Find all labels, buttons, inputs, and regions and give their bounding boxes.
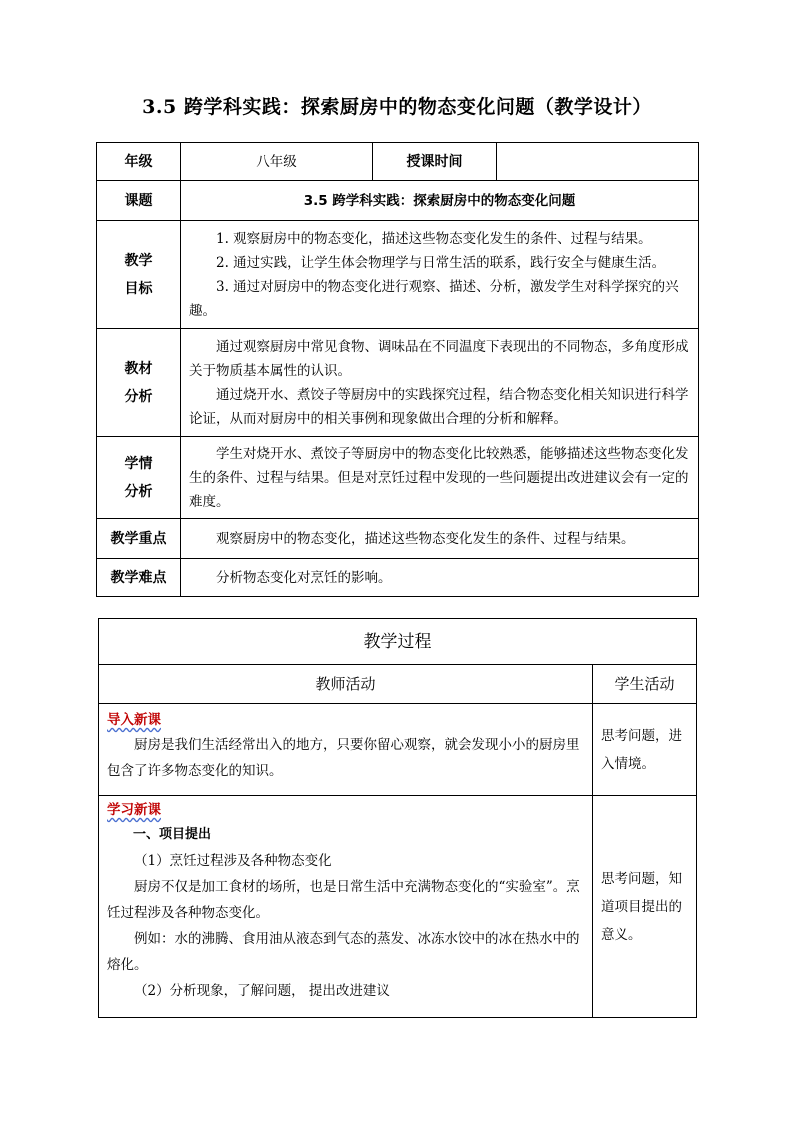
material-label: 教材分析 <box>124 360 153 405</box>
difficulty-text: 分析物态变化对烹饪的影响。 <box>216 569 392 586</box>
topic-row <box>97 181 699 221</box>
document-title: 3.5 跨学科实践：探索厨房中的物态变化问题（教学设计） <box>142 96 652 118</box>
key-label: 教学重点 <box>97 519 181 559</box>
lesson-info-table <box>96 142 699 597</box>
learn-student-activity: 思考问题，知道项目提出的意义。 <box>601 870 682 943</box>
goal-item: 1. 观察厨房中的物态变化，描述这些物态变化发生的条件、过程与结果。 <box>216 230 652 247</box>
grade-label: 年级 <box>97 143 181 181</box>
topic-value: 3.5 跨学科实践：探索厨房中的物态变化问题 <box>181 181 699 221</box>
material-para: 通过观察厨房中常见食物、调味品在不同温度下表现出的不同物态，多角度形成关于物质基本属性的认识。 <box>189 338 689 379</box>
difficulty-row <box>97 559 699 597</box>
topic-label: 课题 <box>97 181 181 221</box>
learn-para-1: 厨房不仅是加工食材的场所，也是日常生活中充满物态变化的“实验室”。烹饪过程涉及各种物态变化。 <box>107 879 580 921</box>
difficulty-label: 教学难点 <box>97 559 181 597</box>
learner-row <box>97 437 699 519</box>
process-table <box>98 618 697 1018</box>
learn-section-title: 学习新课 <box>107 802 161 818</box>
grade-row <box>97 143 699 181</box>
learn-row <box>99 796 697 1018</box>
goals-row <box>97 221 699 329</box>
subheading-2: （2）分析现象，了解问题， 提出改进建议 <box>134 983 390 999</box>
intro-row <box>99 704 697 796</box>
goal-item: 2. 通过实践，让学生体会物理学与日常生活的联系，践行安全与健康生活。 <box>216 254 666 271</box>
learn-para-2: 例如：水的沸腾、食用油从液态到气态的蒸发、冰冻水饺中的冰在热水中的熔化。 <box>107 931 580 973</box>
process-heading-row <box>99 619 697 665</box>
project-heading: 一、项目提出 <box>133 827 212 842</box>
key-row <box>97 519 699 559</box>
student-activity-header: 学生活动 <box>593 665 697 704</box>
process-columns-row <box>99 665 697 704</box>
goal-item: 3. 通过对厨房中的物态变化进行观察、描述、分析，激发学生对科学探究的兴趣。 <box>189 278 679 319</box>
material-para: 通过烧开水、煮饺子等厨房中的实践探究过程，结合物态变化相关知识进行科学论证，从而对厨房中的相关事例和现象做出合理的分析和解释。 <box>189 386 689 427</box>
key-text: 观察厨房中的物态变化，描述这些物态变化发生的条件、过程与结果。 <box>216 530 635 547</box>
process-heading: 教学过程 <box>99 619 697 665</box>
time-label: 授课时间 <box>373 143 497 181</box>
learner-para: 学生对烧开水、煮饺子等厨房中的物态变化比较熟悉，能够描述这些物态变化发生的条件、过程与结果。但是对烹饪过程中发现的一些问题提出改进建议会有一定的难度。 <box>189 445 689 510</box>
teacher-activity-header: 教师活动 <box>99 665 593 704</box>
subheading-1: （1）烹饪过程涉及各种物态变化 <box>134 853 332 869</box>
learner-label: 学情分析 <box>124 455 153 500</box>
goals-label: 教学目标 <box>124 252 153 297</box>
intro-section-title: 导入新课 <box>107 712 161 728</box>
material-row <box>97 329 699 437</box>
intro-student-activity: 思考问题，进入情境。 <box>601 727 682 772</box>
grade-value: 八年级 <box>181 143 373 181</box>
time-value <box>497 143 699 181</box>
intro-text: 厨房是我们生活经常出入的地方，只要你留心观察，就会发现小小的厨房里包含了许多物态变化的知识。 <box>107 737 580 779</box>
